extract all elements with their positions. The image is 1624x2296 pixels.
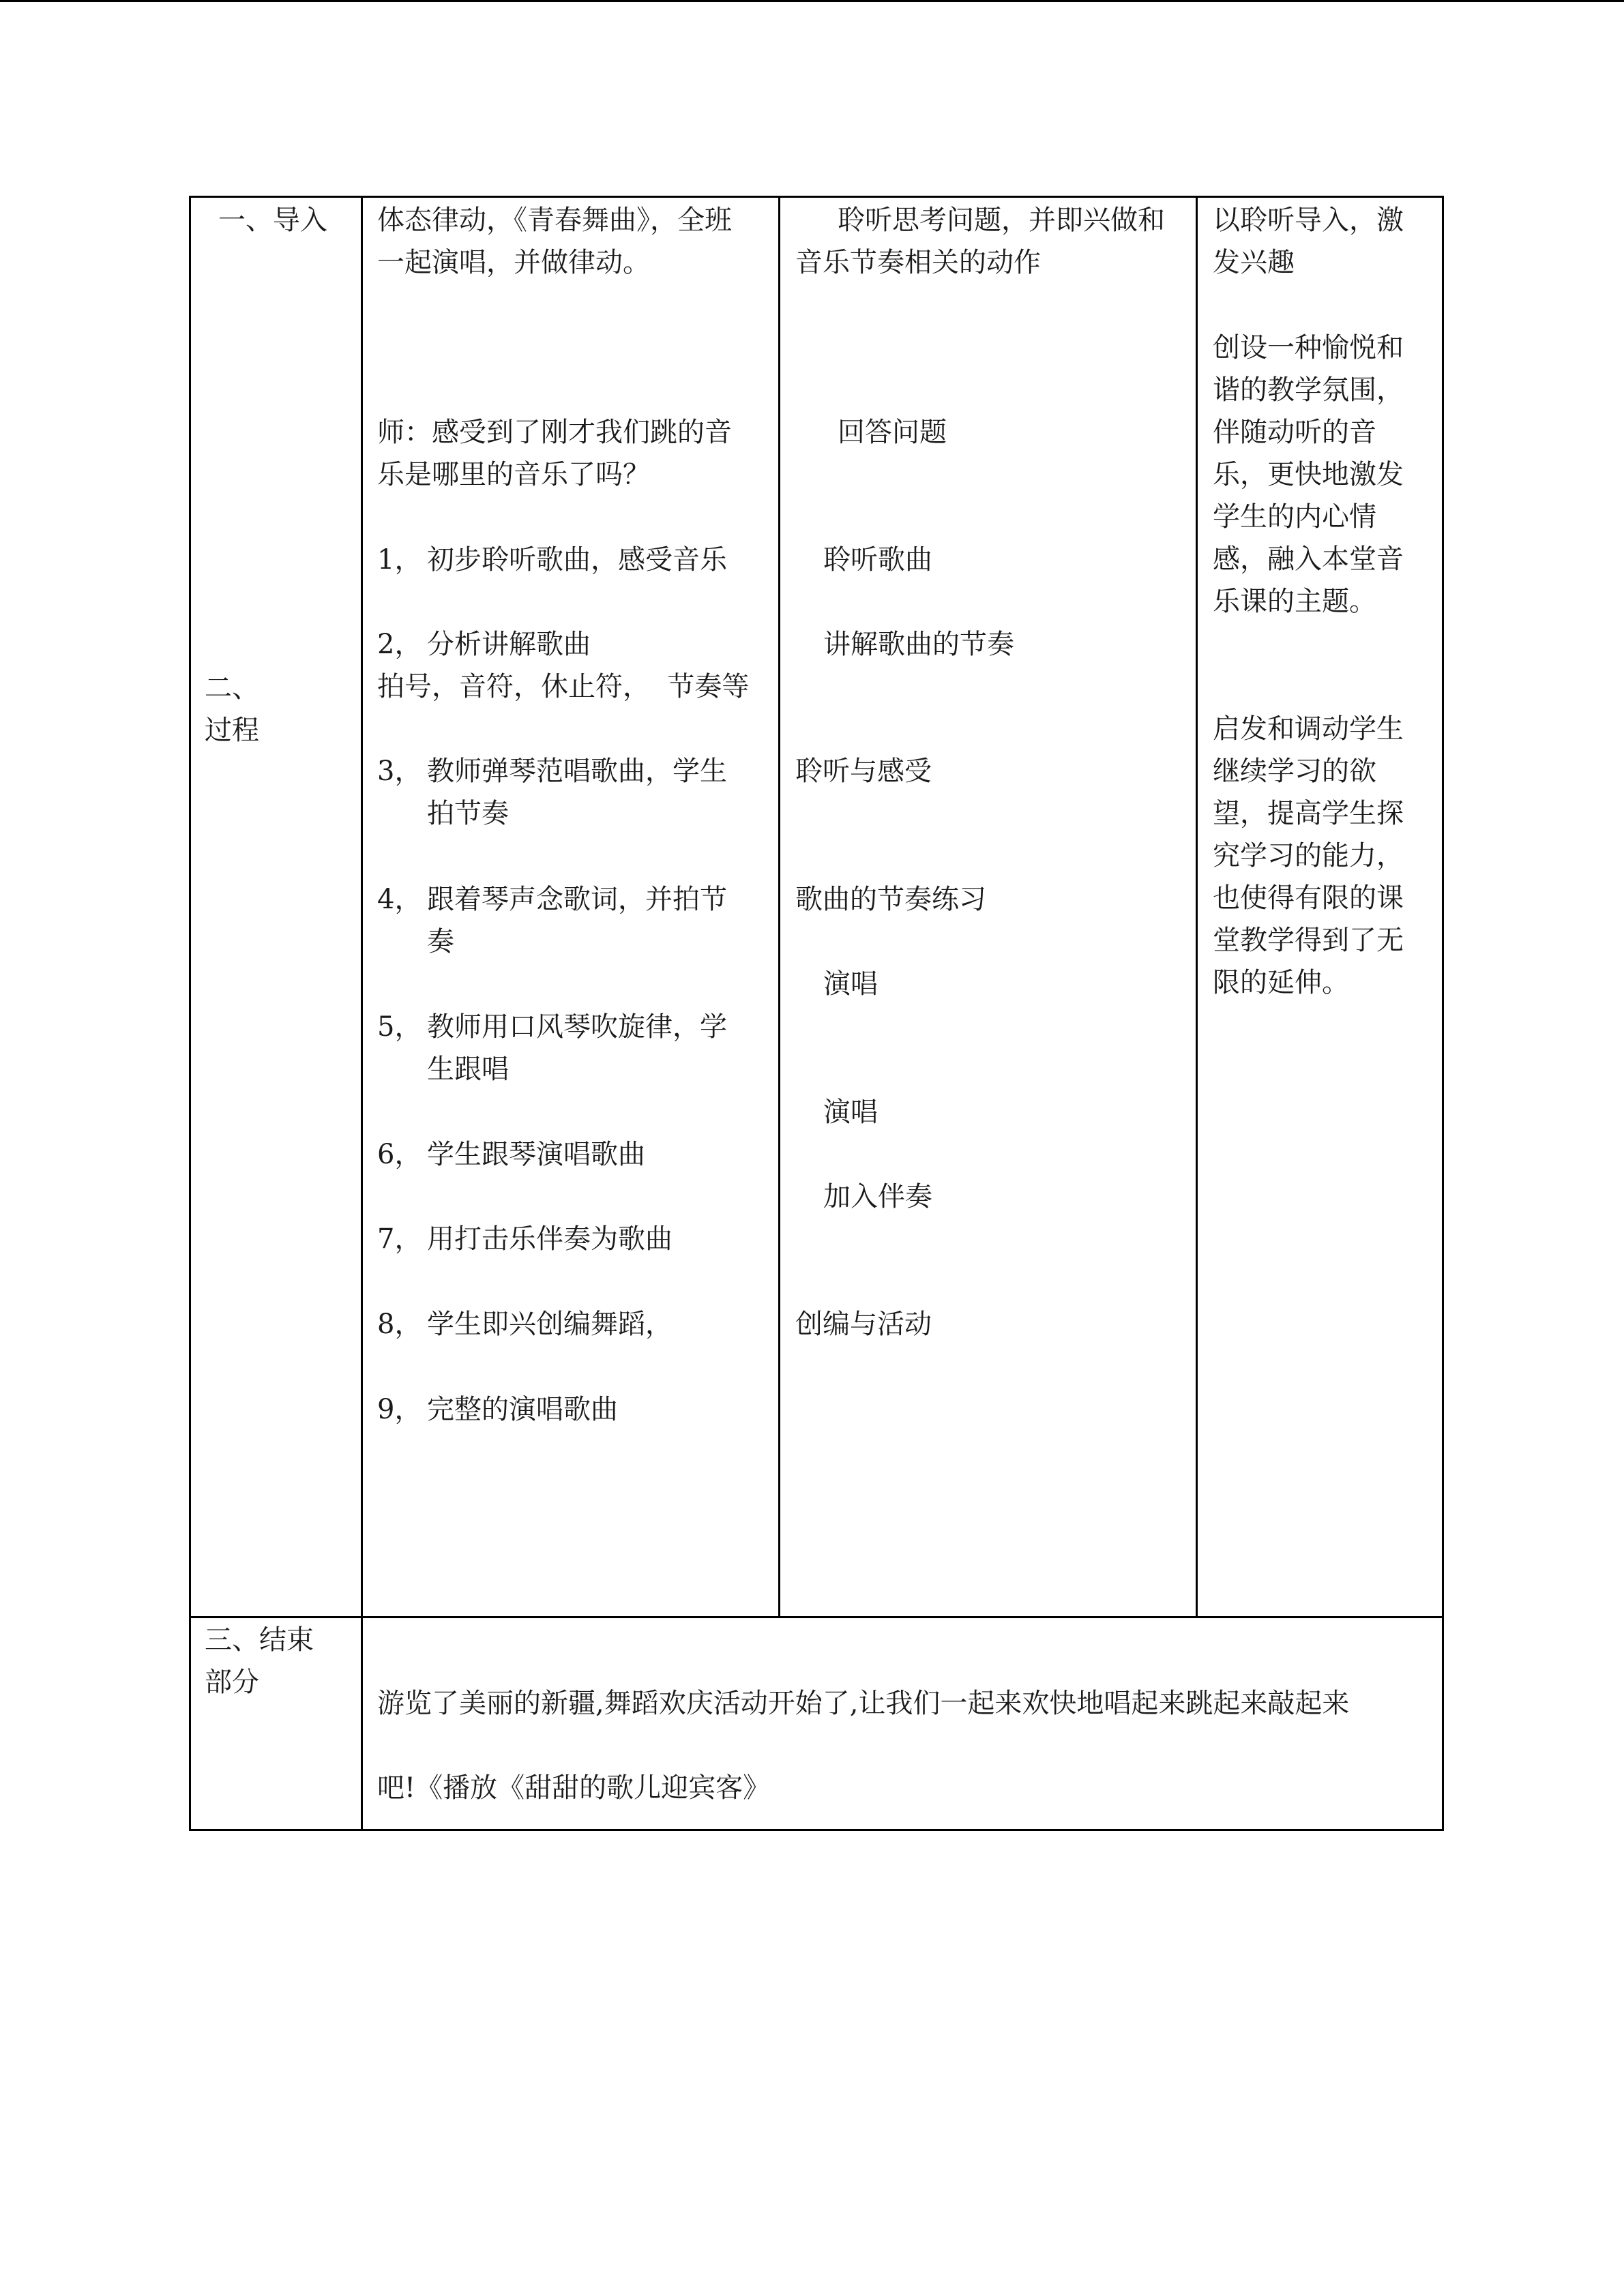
ending-text-line-1: 游览了美丽的新疆,舞蹈欢庆活动开始了,让我们一起来欢快地唱起来跳起来敲起来 — [377, 1688, 1350, 1719]
purpose-1-line-3: 伴随动听的音 — [1213, 417, 1376, 448]
student-activity-1: 回答问题 — [838, 417, 947, 448]
teacher-step-8-text: 学生即兴创编舞蹈， — [427, 1309, 673, 1340]
table-col-divider-1 — [361, 196, 363, 1831]
teacher-step-9-num: 9， — [377, 1394, 422, 1425]
teacher-question-line-2: 乐是哪里的音乐了吗？ — [377, 459, 650, 490]
student-activity-9: 创编与活动 — [795, 1309, 932, 1340]
teacher-step-4-text-1: 跟着琴声念歌词，并拍节 — [427, 884, 727, 915]
teacher-step-4-text-2: 奏 — [427, 926, 454, 957]
student-activity-2: 聆听歌曲 — [823, 544, 932, 576]
teacher-step-6-text: 学生跟琴演唱歌曲 — [427, 1139, 645, 1170]
stage-label-ending-2: 部分 — [205, 1667, 259, 1698]
stage-label-process-1: 二、 — [205, 672, 259, 704]
teacher-step-7-num: 7， — [377, 1223, 422, 1255]
student-activity-4: 聆听与感受 — [795, 756, 932, 787]
student-activity-3: 讲解歌曲的节奏 — [823, 629, 1014, 660]
purpose-1-line-4: 乐，更快地激发 — [1213, 459, 1404, 490]
teacher-step-3-text-1: 教师弹琴范唱歌曲，学生 — [427, 756, 727, 787]
purpose-2-line-6: 堂教学得到了无 — [1213, 925, 1404, 956]
purpose-2-line-1: 启发和调动学生 — [1213, 713, 1404, 745]
teacher-step-1-num: 1， — [377, 544, 422, 576]
student-intro-line-2: 音乐节奏相关的动作 — [795, 247, 1041, 278]
table-border-middle — [189, 1616, 1444, 1618]
teacher-step-3-num: 3， — [377, 756, 422, 787]
table-border-right — [1442, 196, 1444, 1831]
purpose-2-line-5: 也使得有限的课 — [1213, 882, 1404, 914]
teacher-step-8-num: 8， — [377, 1309, 422, 1340]
purpose-2-line-7: 限的延伸。 — [1213, 967, 1349, 998]
teacher-step-5-text-2: 生跟唱 — [427, 1054, 509, 1085]
student-activity-7: 演唱 — [823, 1097, 878, 1128]
teacher-step-2-num: 2， — [377, 629, 422, 660]
teacher-step-5-num: 5， — [377, 1011, 422, 1043]
page-top-border — [0, 0, 1624, 2]
purpose-1-line-6: 感，融入本堂音 — [1213, 543, 1404, 575]
table-border-left — [189, 196, 191, 1831]
ending-text-line-2: 吧!《播放《甜甜的歌儿迎宾客》 — [377, 1772, 771, 1804]
purpose-2-line-4: 究学习的能力， — [1213, 840, 1404, 871]
table-col-divider-3 — [1196, 196, 1198, 1618]
purpose-1-line-7: 乐课的主题。 — [1213, 586, 1376, 617]
table-border-bottom — [189, 1829, 1444, 1831]
teacher-step-1-text: 初步聆听歌曲，感受音乐 — [427, 544, 727, 576]
student-activity-8: 加入伴奏 — [823, 1181, 932, 1212]
teacher-question-line-1: 师：感受到了刚才我们跳的音 — [377, 417, 732, 448]
teacher-step-2-text: 分析讲解歌曲 — [427, 629, 591, 660]
teacher-step-4-num: 4， — [377, 884, 422, 915]
table-border-top — [189, 196, 1444, 198]
stage-label-ending-1: 三、结束 — [205, 1624, 314, 1656]
teacher-step-6-num: 6， — [377, 1139, 422, 1170]
purpose-1-line-5: 学生的内心情 — [1213, 501, 1376, 533]
student-activity-5: 歌曲的节奏练习 — [795, 884, 986, 915]
student-intro-line-1: 聆听思考问题，并即兴做和 — [838, 205, 1165, 236]
teacher-step-5-text-1: 教师用口风琴吹旋律，学 — [427, 1011, 727, 1043]
teacher-intro-line-1: 体态律动，《青春舞曲》，全班 — [377, 205, 732, 236]
teacher-intro-line-2: 一起演唱，并做律动。 — [377, 247, 650, 278]
stage-label-process-2: 过程 — [205, 715, 259, 746]
stage-label-intro: 一、导入 — [218, 205, 327, 236]
student-activity-6: 演唱 — [823, 968, 878, 1000]
purpose-2-line-3: 望，提高学生探 — [1213, 798, 1404, 829]
teacher-step-2-detail: 拍号，音符，休止符， 节奏等 — [377, 671, 750, 702]
teacher-step-9-text: 完整的演唱歌曲 — [427, 1394, 618, 1425]
teacher-step-3-text-2: 拍节奏 — [427, 798, 509, 829]
purpose-1-line-2: 谐的教学氛围， — [1213, 374, 1404, 406]
purpose-1-line-1: 创设一种愉悦和 — [1213, 332, 1404, 363]
teacher-step-7-text: 用打击乐伴奏为歌曲 — [427, 1223, 673, 1255]
table-col-divider-2 — [778, 196, 780, 1618]
purpose-intro-line-1: 以聆听导入，激 — [1213, 205, 1404, 236]
purpose-2-line-2: 继续学习的欲 — [1213, 756, 1376, 787]
purpose-intro-line-2: 发兴趣 — [1213, 247, 1295, 278]
